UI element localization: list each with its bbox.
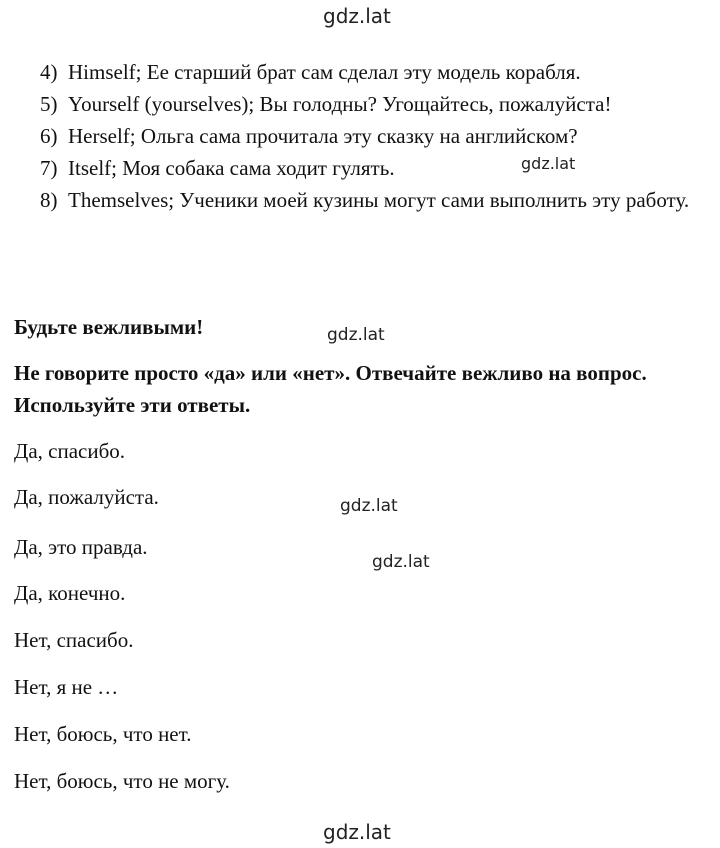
polite-answer: Нет, спасибо. [14,628,134,652]
watermark-top: gdz.lat [323,4,391,28]
list-item [40,88,708,120]
item-text: Himself; Ее старший брат сам сделал эту модель корабля. [68,60,581,84]
list-item [40,56,708,88]
polite-answer: Да, пожалуйста. [14,485,159,509]
polite-answer: Нет, я не … [14,675,119,699]
list-item [40,120,708,152]
item-text: Themselves; Ученики моей кузины могут сами выполнить эту работу. [68,188,690,212]
item-number: 5) [40,92,58,116]
section-instruction: Не говорите просто «да» или «нет». Отвечайте вежливо на вопрос. Используйте эти ответы. [14,361,647,417]
exercise-answer-list [40,56,708,216]
polite-answer: Нет, боюсь, что не могу. [14,769,230,793]
polite-answer: Нет, боюсь, что нет. [14,722,192,746]
watermark: gdz.lat [521,154,576,173]
item-number: 4) [40,60,58,84]
item-number: 8) [40,188,58,212]
polite-answer: Да, конечно. [14,581,126,605]
list-item [40,152,708,184]
watermark: gdz.lat [340,496,398,516]
polite-answer: Да, это правда. [14,535,148,559]
list-item [40,184,708,216]
item-number: 6) [40,124,58,148]
item-text: Itself; Моя собака сама ходит гулять. [68,156,395,180]
polite-answer: Да, спасибо. [14,439,126,463]
watermark-bottom: gdz.lat [323,820,391,844]
item-number: 7) [40,156,58,180]
watermark: gdz.lat [372,552,430,572]
section-title: Будьте вежливыми! [14,315,204,339]
item-text: Herself; Ольга сама прочитала эту сказку на английском? [68,124,578,148]
watermark: gdz.lat [327,325,385,345]
item-text: Yourself (yourselves); Вы голодны? Угощайтесь, пожалуйста! [68,92,612,116]
